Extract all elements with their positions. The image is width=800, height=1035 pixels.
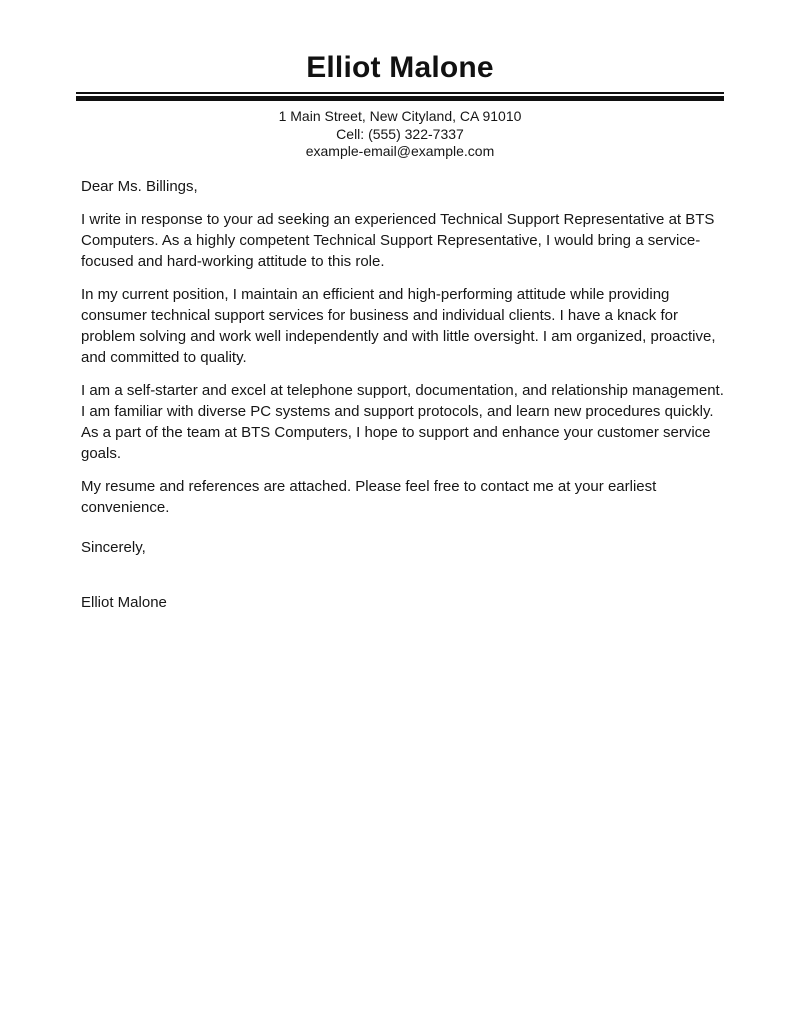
- letter-header: [76, 51, 724, 161]
- author-name-title: Elliot Malone: [306, 51, 494, 84]
- letter-paragraph: My resume and references are attached. Please feel free to contact me at your earliest convenience.: [81, 477, 657, 516]
- salutation: Dear Ms. Billings,: [81, 177, 198, 195]
- header-divider-double-rule: [76, 92, 724, 101]
- closing: Sincerely,: [81, 538, 146, 556]
- letter-paragraph: I write in response to your ad seeking an experienced Technical Support Representative at BTS Computers. As a highly competent Technical Support Representative, I would bring a service-focused and hard-working attitude to this role.: [81, 210, 715, 270]
- signature-name: Elliot Malone: [81, 593, 167, 611]
- letter-body: [76, 176, 724, 613]
- contact-cell-phone: Cell: (555) 322-7337: [336, 125, 464, 142]
- divider-thin-rule: [76, 92, 724, 94]
- contact-address: 1 Main Street, New Cityland, CA 91010: [278, 108, 522, 124]
- letter-paragraph: In my current position, I maintain an efficient and high-performing attitude while providing consumer technical support services for business and individual clients. I have a knack for problem solving and work well independently and with little oversight. I am organized, proactive, and committed to quality.: [81, 285, 716, 366]
- letter-paragraph: I am a self-starter and excel at telephone support, documentation, and relationship management. I am familiar with diverse PC systems and support protocols, and learn new procedures quickly. As a part of the team at BTS Computers, I hope to support and enhance your customer service goals.: [81, 381, 724, 462]
- contact-email: example-email@example.com: [305, 143, 495, 159]
- contact-block: [76, 108, 724, 161]
- divider-thick-rule: [76, 96, 724, 101]
